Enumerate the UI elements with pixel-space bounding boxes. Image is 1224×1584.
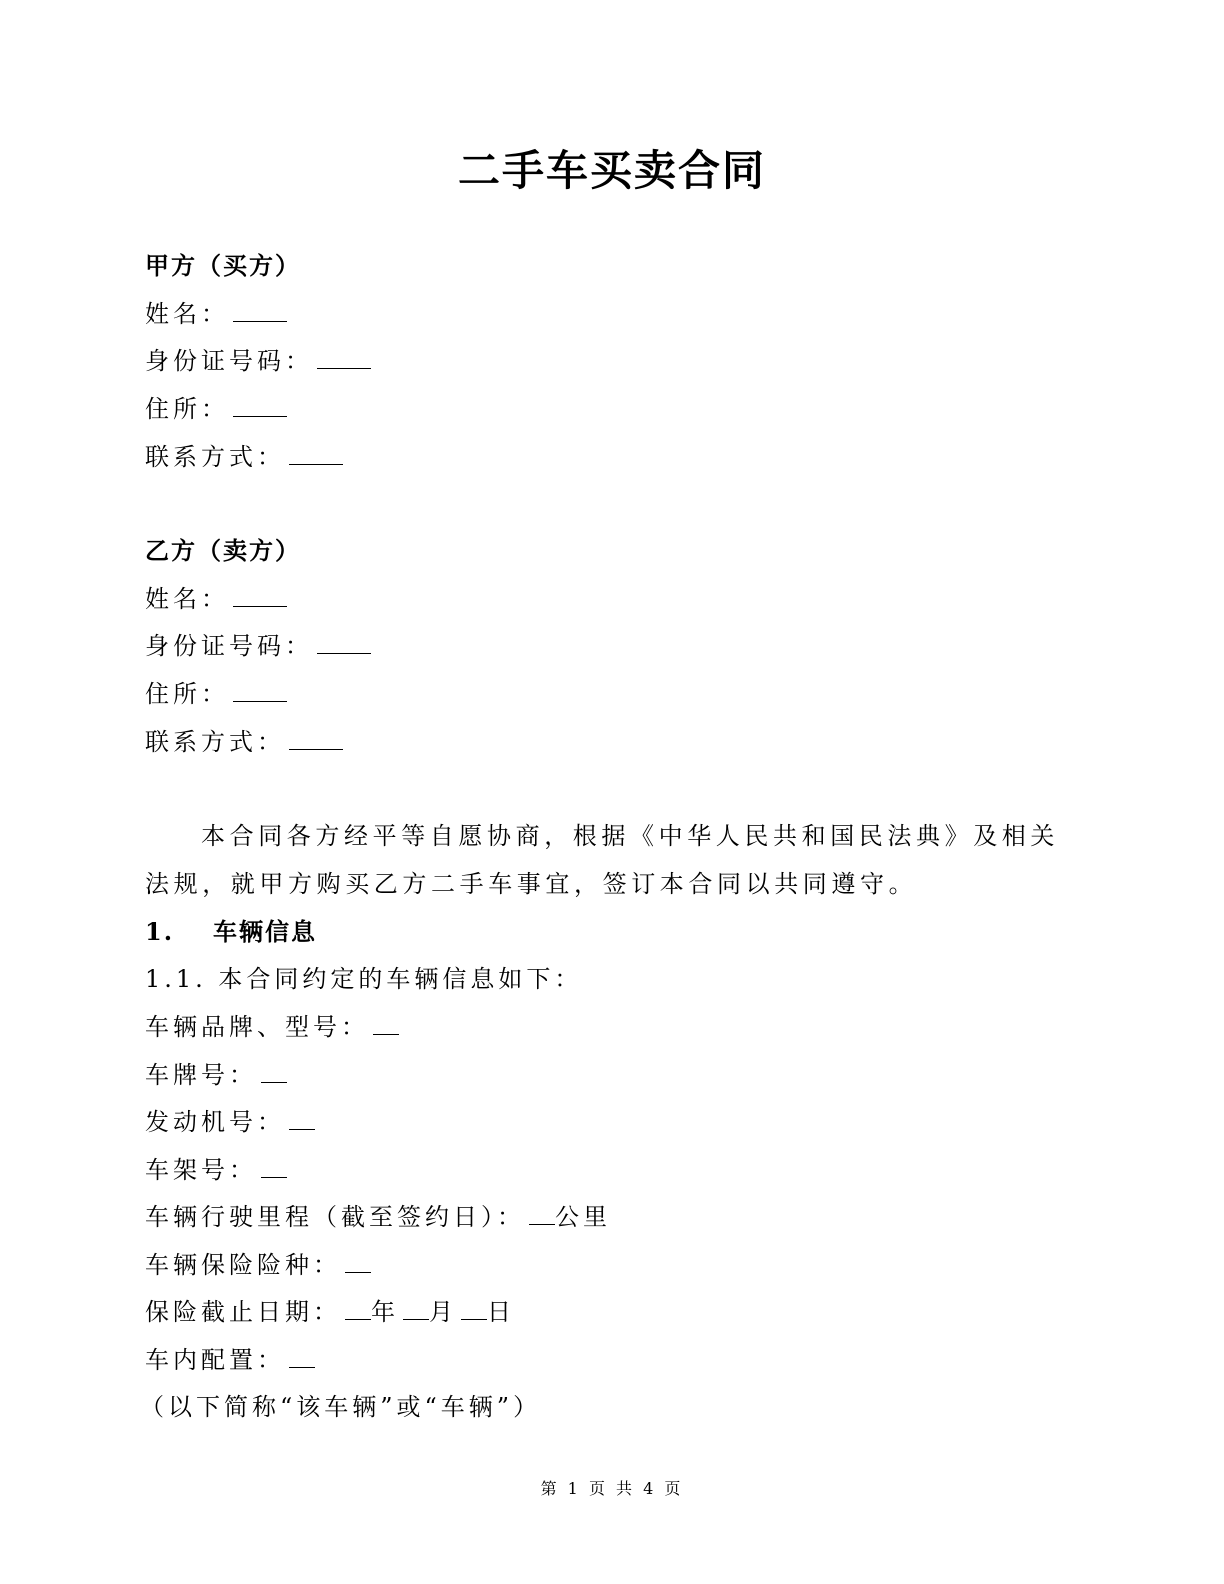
- field-label: 保险截止日期：: [145, 1298, 341, 1326]
- year-label: 年: [371, 1298, 399, 1326]
- blank-line: [261, 1060, 287, 1083]
- field-label: 联系方式：: [145, 728, 285, 756]
- insurance-type-field: [145, 1249, 371, 1281]
- document-title: 二手车买卖合同: [457, 146, 766, 195]
- field-label: 姓名：: [145, 585, 229, 613]
- party-b-name-field: [145, 583, 287, 615]
- day-label: 日: [487, 1298, 515, 1326]
- field-label: 姓名：: [145, 300, 229, 328]
- unit-label: 公里: [555, 1203, 611, 1231]
- blank-line: [233, 394, 287, 417]
- field-label: 车架号：: [145, 1156, 257, 1184]
- field-label: 车辆品牌、型号：: [145, 1013, 369, 1041]
- plate-field: [145, 1059, 287, 1091]
- blank-line: [289, 1345, 315, 1368]
- party-a-address-field: [145, 393, 287, 425]
- party-a-id-field: [145, 345, 371, 377]
- section-1-heading: [145, 916, 317, 948]
- frame-field: [145, 1154, 287, 1186]
- vehicle-alias-note: （以下简称“该车辆”或“车辆”）: [140, 1393, 542, 1421]
- mileage-field: [145, 1201, 611, 1233]
- clause-1-1: 1.1. 本合同约定的车辆信息如下：: [145, 965, 583, 993]
- blank-line: [289, 442, 343, 465]
- blank-line: [373, 1012, 399, 1035]
- field-label: 车牌号：: [145, 1061, 257, 1089]
- party-a-name-field: [145, 298, 287, 330]
- blank-line: [317, 346, 371, 369]
- field-label: 车内配置：: [145, 1346, 285, 1374]
- party-a-contact-field: [145, 441, 343, 473]
- party-b-address-field: [145, 678, 287, 710]
- blank-line: [529, 1202, 555, 1225]
- blank-line: [289, 727, 343, 750]
- field-label: 车辆保险险种：: [145, 1251, 341, 1279]
- preamble-paragraph: 本合同各方经平等自愿协商，根据《中华人民共和国民法典》及相关法规，就甲方购买乙方二手车事宜，签订本合同以共同遵守。: [145, 822, 1059, 898]
- party-b-id-field: [145, 630, 371, 662]
- party-a-heading: 甲方（买方）: [145, 251, 301, 280]
- field-label: 住所：: [145, 395, 229, 423]
- field-label: 住所：: [145, 680, 229, 708]
- blank-line: [233, 679, 287, 702]
- blank-line: [289, 1107, 315, 1130]
- month-label: 月: [429, 1298, 457, 1326]
- blank-line: [233, 299, 287, 322]
- party-b-heading: 乙方（卖方）: [145, 536, 301, 565]
- field-label: 车辆行驶里程（截至签约日）：: [145, 1203, 525, 1231]
- blank-line: [261, 1155, 287, 1178]
- field-label: 身份证号码：: [145, 347, 313, 375]
- config-field: [145, 1344, 315, 1376]
- field-label: 身份证号码：: [145, 632, 313, 660]
- engine-field: [145, 1106, 315, 1138]
- party-b-contact-field: [145, 726, 343, 758]
- blank-line: [345, 1297, 371, 1320]
- blank-line: [317, 631, 371, 654]
- field-label: 联系方式：: [145, 443, 285, 471]
- insurance-date-field: [145, 1296, 515, 1328]
- blank-line: [233, 584, 287, 607]
- blank-line: [461, 1297, 487, 1320]
- section-title: 车辆信息: [213, 917, 317, 946]
- page-footer: 第 1 页 共 4 页: [540, 1479, 684, 1498]
- blank-line: [345, 1250, 371, 1273]
- field-label: 发动机号：: [145, 1108, 285, 1136]
- brand-model-field: [145, 1011, 399, 1043]
- blank-line: [403, 1297, 429, 1320]
- section-number: 1.: [145, 917, 175, 946]
